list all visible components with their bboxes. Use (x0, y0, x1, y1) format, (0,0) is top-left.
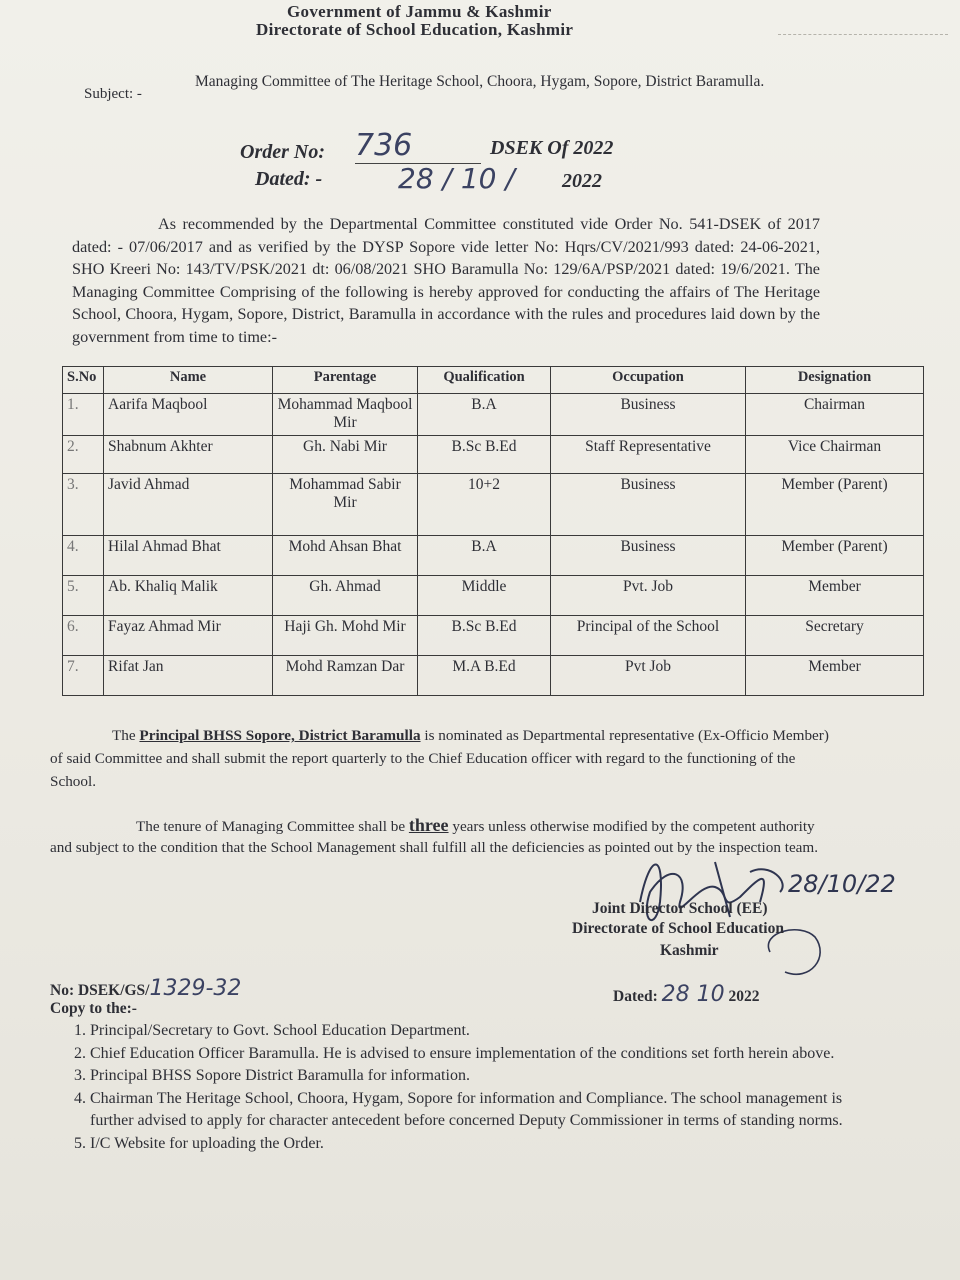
order-number-suffix: DSEK Of 2022 (490, 137, 614, 159)
cell-name: Javid Ahmad (104, 474, 273, 536)
cell-parentage: Mohammad Sabir Mir (273, 474, 418, 536)
col-header-qualification: Qualification (418, 367, 551, 394)
cell-occupation: Business (551, 536, 746, 576)
col-header-sno: S.No (63, 367, 104, 394)
cell-qualification: B.A (418, 394, 551, 436)
cell-designation: Chairman (746, 394, 924, 436)
table-row (63, 656, 924, 696)
table-header-row (63, 367, 924, 394)
list-item: 5. I/C Website for uploading the Order. (90, 1133, 880, 1156)
cell-parentage: Mohammad Maqbool Mir (273, 394, 418, 436)
departmental-representative-paragraph (50, 724, 840, 793)
header-government: Government of Jammu & Kashmir (287, 2, 552, 21)
subject-text: Managing Committee of The Heritage School, Choora, Hygam, Sopore, District Baramulla. (195, 73, 765, 90)
cell-designation: Member (746, 656, 924, 696)
committee-members-table (62, 366, 924, 696)
cell-occupation: Pvt. Job (551, 576, 746, 616)
cell-parentage: Gh. Nabi Mir (273, 436, 418, 474)
cell-occupation: Business (551, 474, 746, 536)
para3-pre: The tenure of Managing Committee shall be (136, 818, 406, 835)
cell-designation: Member (Parent) (746, 474, 924, 536)
order-number-handwritten: 736 (355, 128, 481, 164)
list-item: 1. Principal/Secretary to Govt. School Education Department. (90, 1020, 880, 1043)
cell-qualification: B.Sc B.Ed (418, 616, 551, 656)
dispatch-number-handwritten: 1329-32 (149, 976, 242, 1001)
cell-occupation: Staff Representative (551, 436, 746, 474)
col-header-occupation: Occupation (551, 367, 746, 394)
dispatch-date-label: Dated: (613, 988, 658, 1005)
cell-name: Ab. Khaliq Malik (104, 576, 273, 616)
cell-sno: 4. (63, 536, 104, 576)
cell-parentage: Mohd Ramzan Dar (273, 656, 418, 696)
para3-bold: three (408, 815, 449, 835)
cell-parentage: Mohd Ahsan Bhat (273, 536, 418, 576)
table-row (63, 474, 924, 536)
cell-designation: Secretary (746, 616, 924, 656)
col-header-parentage: Parentage (273, 367, 418, 394)
recommendation-paragraph (72, 213, 820, 348)
order-number-label: Order No: (240, 141, 325, 163)
list-item: 2. Chief Education Officer Baramulla. He is advised to ensure implementation of the conditions set forth herein above. (90, 1043, 880, 1066)
para2-bold: Principal BHSS Sopore, District Baramulla (139, 727, 421, 744)
dispatch-date-year: 2022 (728, 988, 760, 1005)
recommendation-text: As recommended by the Departmental Committee constituted vide Order No. 541-DSEK of 2017 dated: - 07/06/2017 and as verified by the DYSP Sopore vide letter No: Hqrs/CV/2021/993 dated: 24-06-2021, SHO Kreeri No: 143/TV/PSK/2021 dt: 06/08/2021 SHO Baramulla No: 129/6A/PSP/2021 dated: 19/6/2021. The Managing Committee Comprising of the following is hereby approved for conducting the affairs of The Heritage School, Choora, Hygam, Sopore, District, Baramulla in accordance with the rules and procedures laid down by the government from time to time:- (72, 215, 820, 346)
signature-date: 28/10/22 (788, 870, 896, 898)
cell-name: Aarifa Maqbool (104, 394, 273, 436)
para3-post: years unless otherwise modified by the competent authority and subject to the condition that the School Management shall fulfill all the deficiencies as pointed out by the inspection team. (50, 818, 819, 856)
cell-qualification: 10+2 (418, 474, 551, 536)
order-dated-year: 2022 (562, 170, 602, 192)
cell-qualification: Middle (418, 576, 551, 616)
subject-label: Subject: - (84, 86, 142, 102)
cell-name: Hilal Ahmad Bhat (104, 536, 273, 576)
dispatch-number (50, 976, 241, 1001)
cell-name: Shabnum Akhter (104, 436, 273, 474)
signatory-title: Joint Director School (EE) (592, 900, 768, 917)
order-dated-handwritten: 28 / 10 / (398, 162, 515, 195)
cell-designation: Vice Chairman (746, 436, 924, 474)
list-item: 4. Chairman The Heritage School, Choora, Hygam, Sopore for information and Compliance. The school management is further advised to apply for character antecedent before concerned Deputy Commissioner in terms of standing norms. (90, 1088, 880, 1133)
cell-occupation: Business (551, 394, 746, 436)
cell-sno: 6. (63, 616, 104, 656)
cell-name: Rifat Jan (104, 656, 273, 696)
copy-to-list (54, 1020, 880, 1155)
faint-dashed-line (778, 34, 948, 35)
table-row (63, 436, 924, 474)
order-dated-label: Dated: - (255, 168, 323, 190)
cell-designation: Member (Parent) (746, 536, 924, 576)
cell-parentage: Gh. Ahmad (273, 576, 418, 616)
col-header-name: Name (104, 367, 273, 394)
dispatch-number-label: No: DSEK/GS/ (50, 982, 150, 999)
cell-qualification: B.A (418, 536, 551, 576)
cell-qualification: B.Sc B.Ed (418, 436, 551, 474)
cell-name: Fayaz Ahmad Mir (104, 616, 273, 656)
table-row (63, 394, 924, 436)
cell-occupation: Pvt Job (551, 656, 746, 696)
col-header-designation: Designation (746, 367, 924, 394)
signatory-directorate: Directorate of School Education (572, 920, 784, 937)
header-directorate: Directorate of School Education, Kashmir (256, 20, 574, 39)
cell-sno: 3. (63, 474, 104, 536)
table-row (63, 616, 924, 656)
table-row (63, 536, 924, 576)
cell-designation: Member (746, 576, 924, 616)
dispatch-date-handwritten: 28 10 (661, 982, 725, 1007)
cell-sno: 5. (63, 576, 104, 616)
cell-qualification: M.A B.Ed (418, 656, 551, 696)
dispatch-date (613, 982, 760, 1007)
table-row (63, 576, 924, 616)
cell-sno: 7. (63, 656, 104, 696)
cell-sno: 1. (63, 394, 104, 436)
para2-pre: The (112, 727, 136, 744)
cell-parentage: Haji Gh. Mohd Mir (273, 616, 418, 656)
para2-post: is nominated as Departmental representative (Ex-Officio Member) of said Committee and shall submit the report quarterly to the Chief Education officer with regard to the functioning of the School. (50, 727, 829, 790)
copy-to-label: Copy to the:- (50, 1000, 137, 1017)
cell-sno: 2. (63, 436, 104, 474)
signatory-region: Kashmir (660, 942, 719, 959)
list-item: 3. Principal BHSS Sopore District Baramulla for information. (90, 1065, 880, 1088)
cell-occupation: Principal of the School (551, 616, 746, 656)
